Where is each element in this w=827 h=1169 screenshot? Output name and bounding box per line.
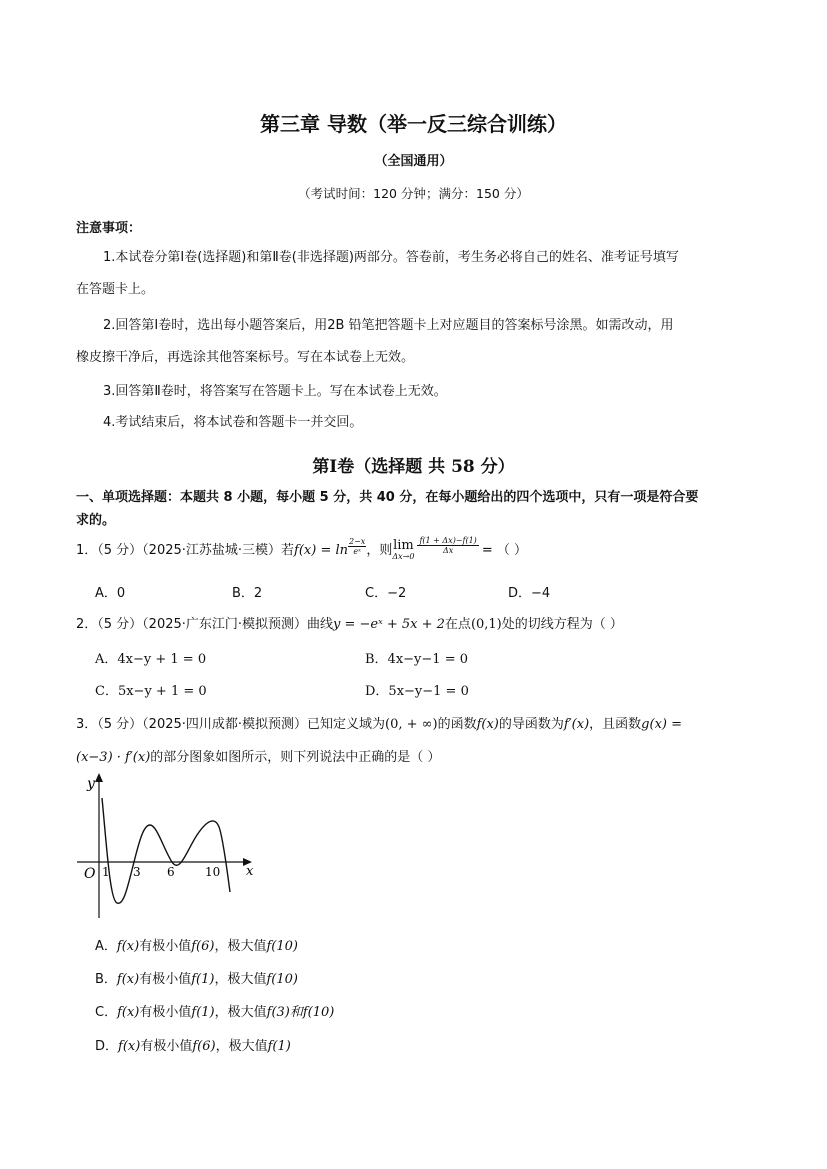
q3-d-max: f(1) [267, 1039, 291, 1054]
q3-a-text-1: 有极小值 [139, 939, 192, 954]
notes-heading: 注意事项： [76, 221, 142, 236]
q1-lim: lim [393, 538, 414, 553]
origin-label: O [84, 866, 96, 882]
q1-option-c[interactable]: C．−2 [365, 586, 407, 601]
note-line-4: 橡皮擦干净后，再选涂其他答案标号。写在本试卷上无效。 [76, 350, 415, 365]
q3-c-text-1: 有极小值 [139, 1005, 192, 1020]
section-instruction-1: 一、单项选择题：本题共 8 小题，每小题 5 分，共 40 分，在每小题给出的四个选项中，只有一项是符合要 [76, 490, 699, 505]
q3-a-min: f(6) [191, 939, 215, 954]
q3-d-text-2: ，极大值 [215, 1039, 268, 1054]
q2-option-c[interactable]: C．5x−y + 1 = 0 [95, 684, 207, 699]
q3-b-fx: f(x) [116, 972, 140, 987]
q3-b-text-2: ，极大值 [214, 972, 267, 987]
tick-label-3: 3 [133, 865, 141, 879]
q3-fx: f(x) [476, 717, 499, 732]
q1-lim-num: f(1 + Δx)−f(1) [419, 536, 477, 545]
q3-d-fx: f(x) [118, 1039, 141, 1054]
q3-expr: (x−3) · f′(x) [76, 750, 151, 765]
q1-lim-sub: Δx→0 [392, 552, 415, 561]
q3-mid-2: 的导函数为 [498, 717, 564, 732]
question-3-stem-line-2 [76, 746, 440, 765]
tick-label-10: 10 [205, 865, 221, 879]
note-line-1: 1.本试卷分第Ⅰ卷(选择题)和第Ⅱ卷(非选择题)两部分。答卷前，考生务必将自己的姓名、准考证号填写 [103, 250, 679, 265]
q1-tail: = （ ） [481, 543, 527, 558]
g-curve [102, 798, 230, 903]
q3-a-fx: f(x) [116, 939, 140, 954]
q3-c-letter: C． [95, 1005, 118, 1020]
q3-b-letter: B． [95, 972, 117, 987]
q2-tail: 处的切线方程为（ ） [501, 617, 623, 632]
q2-option-a[interactable]: A．4x−y + 1 = 0 [95, 652, 207, 667]
q1-fx: f(x) = ln [294, 543, 349, 558]
q3-c-max: f(3)和f(10) [266, 1005, 335, 1020]
q3-option-a[interactable] [95, 935, 298, 954]
q3-c-fx: f(x) [117, 1005, 140, 1020]
note-line-2: 在答题卡上。 [76, 282, 155, 297]
tick-label-6: 6 [167, 865, 175, 879]
q1-limit [392, 539, 414, 561]
q2-equation: y = −eˣ + 5x + 2 [333, 617, 445, 632]
q1-frac-num: 2−x [349, 537, 366, 546]
q1-prefix: 1．（5 分）（2025·江苏盐城·三模）若 [76, 543, 295, 558]
q3-tail: 的部分图象如图所示，则下列说法中正确的是（ ） [150, 750, 441, 765]
q3-mid-1: 的函数 [437, 717, 477, 732]
note-line-5: 3.回答第Ⅱ卷时，将答案写在答题卡上。写在本试卷上无效。 [103, 384, 447, 399]
q2-option-b[interactable]: B．4x−y−1 = 0 [365, 652, 468, 667]
q1-mid: ，则 [366, 543, 393, 558]
q2-option-d[interactable]: D．5x−y−1 = 0 [365, 684, 469, 699]
q3-graph [72, 770, 262, 925]
q1-option-d[interactable]: D．−4 [508, 586, 551, 601]
q3-fpx: f′(x) [563, 717, 590, 732]
q3-option-d[interactable] [95, 1035, 291, 1054]
y-axis-label: y [87, 776, 95, 792]
q3-b-text-1: 有极小值 [139, 972, 192, 987]
q2-prefix: 2．（5 分）（2025·广东江门·模拟预测）曲线 [76, 617, 334, 632]
q3-option-b[interactable] [95, 968, 298, 987]
note-line-6: 4.考试结束后，将本试卷和答题卡一并交回。 [103, 415, 363, 430]
q2-mid: 在点 [444, 617, 471, 632]
q1-option-b[interactable]: B．2 [232, 586, 263, 601]
q1-frac-den: eˣ [353, 547, 361, 556]
tick-label-1: 1 [102, 865, 110, 879]
q1-limit-fraction [417, 536, 478, 555]
q3-a-text-2: ，极大值 [214, 939, 267, 954]
exam-info: （考试时间：120 分钟；满分：150 分） [298, 186, 529, 201]
q3-b-max: f(10) [266, 972, 298, 987]
q3-prefix: 3．（5 分）（2025·四川成都·模拟预测）已知定义域为 [76, 717, 386, 732]
q1-lim-den: Δx [442, 546, 454, 555]
q3-c-text-2: ，极大值 [214, 1005, 267, 1020]
q3-a-max: f(10) [266, 939, 298, 954]
y-axis-arrow [95, 773, 103, 782]
q3-d-min: f(6) [192, 1039, 216, 1054]
q3-d-letter: D． [95, 1039, 119, 1054]
q1-option-a[interactable]: A．0 [95, 586, 126, 601]
q3-option-c[interactable] [95, 1001, 334, 1020]
question-1-stem [76, 536, 527, 569]
q3-d-text-1: 有极小值 [140, 1039, 193, 1054]
q1-fraction [348, 537, 366, 556]
q3-domain: (0, + ∞) [385, 717, 438, 732]
x-axis-label: x [246, 864, 254, 879]
section-title: 第Ⅰ卷（选择题 共 58 分） [312, 457, 515, 477]
question-3-stem-line-1 [76, 713, 682, 732]
q3-a-letter: A． [95, 939, 117, 954]
q3-c-min: f(1) [191, 1005, 215, 1020]
question-2-stem [76, 613, 623, 632]
note-line-3: 2.回答第Ⅰ卷时，选出每小题答案后，用2B 铅笔把答题卡上对应题目的答案标号涂黑。如需改动，用 [103, 318, 674, 333]
page-subtitle: （全国通用） [374, 154, 453, 169]
section-instruction-2: 求的。 [76, 513, 116, 528]
q3-mid-3: ，且函数 [589, 717, 642, 732]
q3-b-min: f(1) [191, 972, 215, 987]
q3-gx: g(x) = [641, 717, 682, 732]
q2-point: (0,1) [470, 617, 502, 632]
page-title: 第三章 导数（举一反三综合训练） [260, 112, 567, 136]
